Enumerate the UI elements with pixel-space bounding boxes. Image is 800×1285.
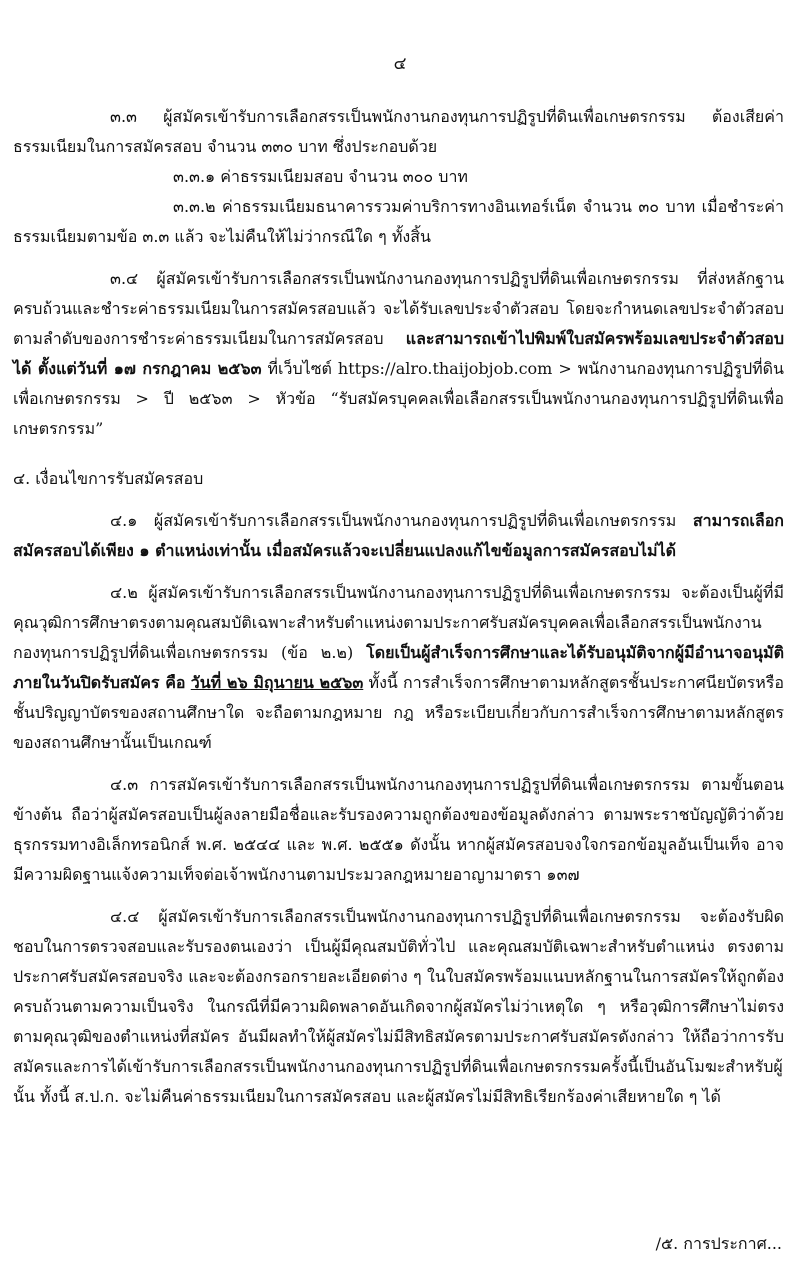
clause-4-2-date: วันที่ ๒๖ มิถุนายน ๒๕๖๓	[190, 673, 364, 692]
clause-4-3: ๔.๓ การสมัครเข้ารับการเลือกสรรเป็นพนักงานกองทุนการปฏิรูปที่ดินเพื่อเกษตรกรรม ตามขั้นตอนข้างต้น ถือว่าผู้สมัครสอบเป็นผู้ลงลายมือชื่อและรับรองความถูกต้องของข้อมูลดังกล่าว ตามพระราชบัญญัติว่าด้วยธุรกรรมทางอิเล็กทรอนิกส์ พ.ศ. ๒๕๔๔ และ พ.ศ. ๒๕๕๑ ดังนั้น หากผู้สมัครสอบจงใจกรอกข้อมูลอันเป็นเท็จ อาจมีความผิดฐานแจ้งความเท็จต่อเจ้าพนักงานตามประมวลกฎหมายอาญามาตรา ๑๓๗	[13, 775, 784, 884]
clause-4-2-text: ๔.๒ ผู้สมัครเข้ารับการเลือกสรรเป็นพนักงานกองทุนการปฏิรูปที่ดินเพื่อเกษตรกรรม จะต้องเป็นผู้ที่มีคุณวุฒิการศึกษาตรงตามคุณสมบัติเฉพาะสำหรับตำแหน่งตามประกาศรับสมัครบุคคลเพื่อเลือกสรรเป็นพนักงานกองทุนการปฏิรูปที่ดินเพื่อเกษตรกรรม (ข้อ ๒.๒)	[13, 583, 784, 662]
clause-4-2-bold: โดยเป็นผู้สำเร็จการศึกษาและได้รับอนุมัติจากผู้มีอำนาจอนุมัติ ภายในวันปิดรับสมัคร คือ	[13, 643, 784, 692]
clause-4-2-rest: ทั้งนี้ การสำเร็จการศึกษาตามหลักสูตรชั้นประกาศนียบัตรหรือชั้นปริญญาบัตรของสถานศึกษาใด จะถือตามกฎหมาย กฎ หรือระเบียบเกี่ยวกับการสำเร็จการศึกษาตามหลักสูตรของสถานศึกษานั้นเป็นเกณฑ์	[13, 673, 785, 752]
clause-4-2	[13, 578, 784, 758]
clause-3-3: ๓.๓ ผู้สมัครเข้ารับการเลือกสรรเป็นพนักงานกองทุนการปฏิรูปที่ดินเพื่อเกษตรกรรม ต้องเสียค่าธรรมเนียมในการสมัครสอบ จำนวน ๓๓๐ บาท ซึ่งประกอบด้วย	[13, 107, 784, 156]
continuation-note: /๕. การประกาศ...	[655, 1234, 782, 1253]
clause-3-3-2: ๓.๓.๒ ค่าธรรมเนียมธนาคารรวมค่าบริการทางอินเทอร์เน็ต จำนวน ๓๐ บาท เมื่อชำระค่าธรรมเนียมตามข้อ ๓.๓ แล้ว จะไม่คืนให้ไม่ว่ากรณีใด ๆ ทั้งสิ้น	[13, 197, 784, 246]
clause-3-3-1: ๓.๓.๑ ค่าธรรมเนียมสอบ จำนวน ๓๐๐ บาท	[173, 167, 468, 186]
page-number: ๔	[393, 54, 407, 74]
clause-3-4-website: ที่เว็บไซต์ https://alro.thaijobjob.com > พนักงานกองทุนการปฏิรูปที่ดินเพื่อเกษตรกรรม > ปี ๒๕๖๓ > หัวข้อ “รับสมัครบุคคลเพื่อเลือกสรรเป็นพนักงานกองทุนการปฏิรูปที่ดินเพื่อเกษตรกรรม”	[13, 359, 784, 438]
clause-3-4-text: ๓.๔ ผู้สมัครเข้ารับการเลือกสรรเป็นพนักงานกองทุนการปฏิรูปที่ดินเพื่อเกษตรกรรม ที่ส่งหลักฐานครบถ้วนและชำระค่าธรรมเนียมในการสมัครสอบแล้ว จะได้รับเลขประจำตัวสอบ โดยจะกำหนดเลขประจำตัวสอบตามลำดับของการชำระค่าธรรมเนียมในการสมัครสอบ	[13, 269, 784, 348]
clause-3-4	[13, 264, 784, 444]
clause-4-1-bold: สามารถเลือกสมัครสอบได้เพียง ๑ ตำแหน่งเท่านั้น เมื่อสมัครแล้วจะเปลี่ยนแปลงแก้ไขข้อมูลการสมัครสอบไม่ได้	[13, 511, 784, 560]
clause-4-1-text: ๔.๑ ผู้สมัครเข้ารับการเลือกสรรเป็นพนักงานกองทุนการปฏิรูปที่ดินเพื่อเกษตรกรรม	[110, 511, 677, 530]
document-body	[13, 102, 784, 1112]
section-4-heading: ๔. เงื่อนไขการรับสมัครสอบ	[13, 469, 204, 488]
clause-4-4: ๔.๔ ผู้สมัครเข้ารับการเลือกสรรเป็นพนักงานกองทุนการปฏิรูปที่ดินเพื่อเกษตรกรรม จะต้องรับผิดชอบในการตรวจสอบและรับรองตนเองว่า เป็นผู้มีคุณสมบัติทั่วไป และคุณสมบัติเฉพาะสำหรับตำแหน่ง ตรงตามประกาศรับสมัครสอบจริง และจะต้องกรอกรายละเอียดต่าง ๆ ในใบสมัครพร้อมแนบหลักฐานในการสมัครให้ถูกต้องครบถ้วนตามความเป็นจริง ในกรณีที่มีความผิดพลาดอันเกิดจากผู้สมัครไม่ว่าเหตุใด ๆ หรือวุฒิการศึกษาไม่ตรงตามคุณวุฒิของตำแหน่งที่สมัคร อันมีผลทำให้ผู้สมัครไม่มีสิทธิสมัครตามประกาศรับสมัครดังกล่าว ให้ถือว่าการรับสมัครและการได้เข้ารับการเลือกสรรเป็นพนักงานกองทุนการปฏิรูปที่ดินเพื่อเกษตรกรรมครั้งนี้เป็นอันโมฆะสำหรับผู้นั้น ทั้งนี้ ส.ป.ก. จะไม่คืนค่าธรรมเนียมในการสมัครสอบ และผู้สมัครไม่มีสิทธิเรียกร้องค่าเสียหายใด ๆ ได้	[13, 907, 784, 1106]
clause-3-4-bold: และสามารถเข้าไปพิมพ์ใบสมัครพร้อมเลขประจำตัวสอบได้ ตั้งแต่วันที่ ๑๗ กรกฎาคม ๒๕๖๓	[13, 329, 784, 378]
clause-4-1	[13, 506, 784, 566]
